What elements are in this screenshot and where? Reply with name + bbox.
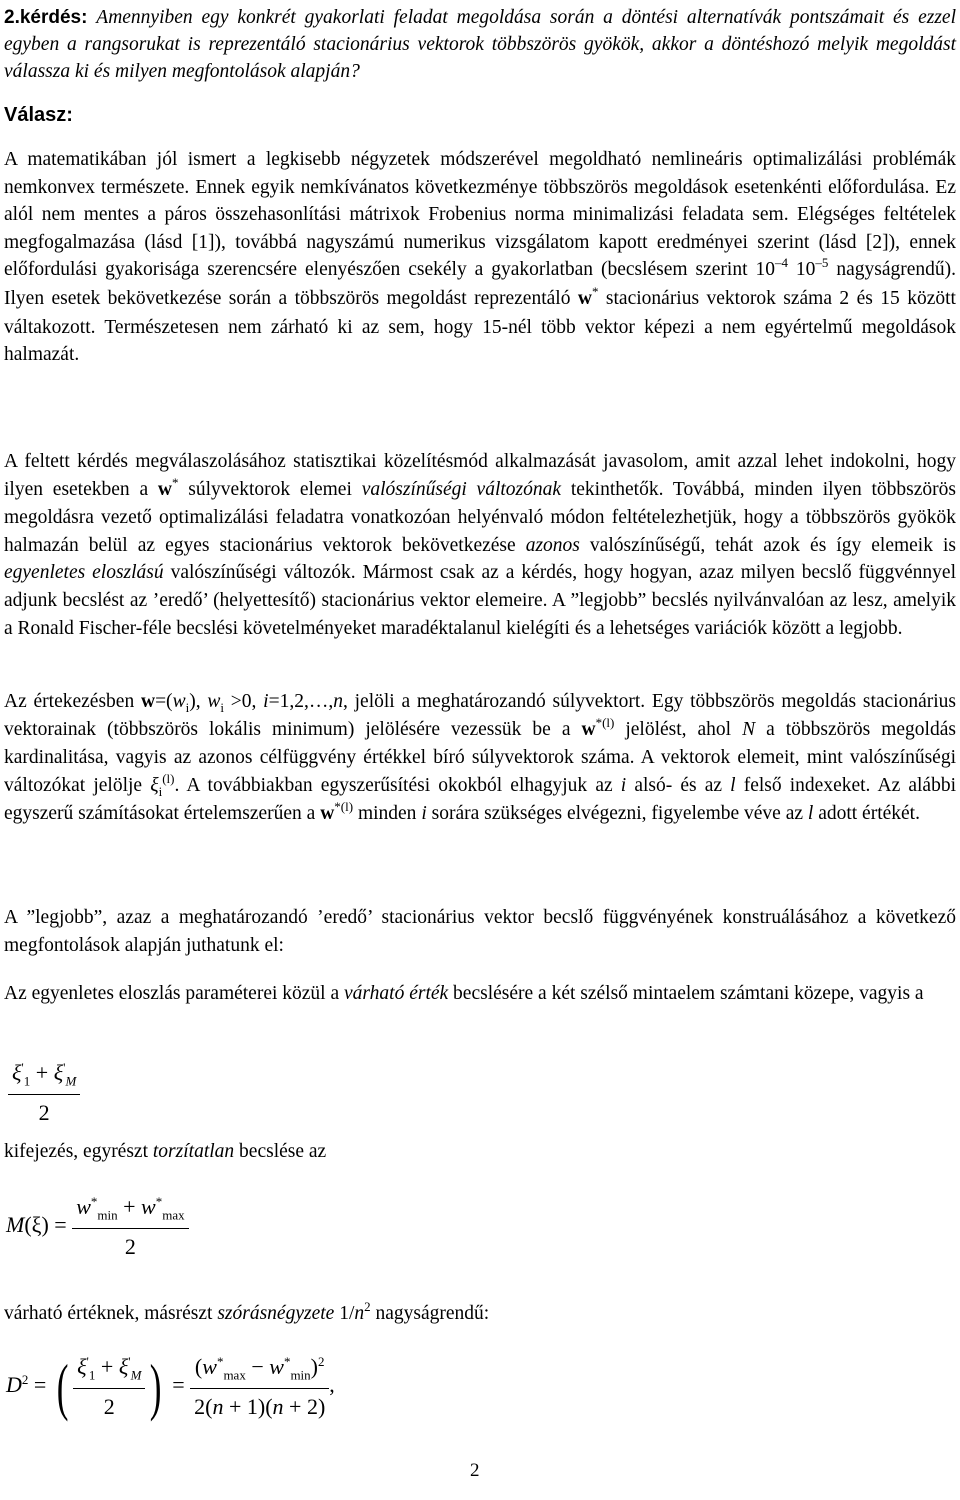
p3-xi-sub: i	[158, 783, 163, 799]
p3-text-9: . A továbbiakban egyszerűsítési okokból elhagyjuk az	[174, 774, 621, 796]
w-symbol: w	[76, 1194, 91, 1219]
sub-1: 1	[23, 1073, 31, 1089]
p2-italic-2: azonos	[525, 534, 580, 556]
p2-text-5: valószínűségi változók. Mármost csak az a kérdés, hogy hogyan, azaz milyen becslő függvénnyel adjunk becslést az ’eredő’ (helyettesítő) stacionárius vektor elemeire. A ”legjobb” becslés nyilvánvalóan az lesz, amelyik a Ronald Fischer-féle becslési követelményeket maradéktalanul kielégíti és a lehetséges variációk között a legjobb.	[4, 562, 956, 639]
p3-w-bold-3: w	[320, 803, 335, 825]
xi-symbol-4: ξ	[118, 1354, 129, 1379]
p3-xi: ξ	[150, 774, 159, 796]
paragraph-5	[4, 980, 956, 1008]
den-part-c: + 2)	[289, 1394, 326, 1419]
formula-expectation	[6, 1192, 189, 1262]
sub-max-b: max	[223, 1367, 246, 1383]
den-part-a: 2(	[194, 1394, 213, 1419]
p3-text-4: >0,	[224, 691, 264, 712]
plus-sign: +	[35, 1060, 49, 1085]
sub-min: min	[97, 1207, 118, 1223]
p3-n-var: n	[333, 691, 343, 712]
p7-italic: szórásnégyzete	[217, 1303, 335, 1324]
sub-min-b: min	[290, 1367, 311, 1383]
p2-text-3: tekinthetők. Továbbá, minden ilyen többszörös megoldásra vezető optimalizálási feladatra vonatkozóan helyénvaló módon feltételezhetjük, hogy a többszörös gyökök halmazán belül az egyes stacionárius vektorok bekövetkezése	[4, 478, 956, 556]
right-paren: )	[150, 1351, 162, 1422]
paragraph-2	[4, 448, 956, 642]
p3-i-2: i	[620, 774, 627, 796]
paragraph-4: A ”legjobb”, azaz a meghatározandó ’eredő’ stacionárius vektor becslő függvényének konstruálásához a következő megfontolások alapján juthatunk el:	[4, 907, 956, 956]
p5-text-1: Az egyenletes eloszlás paraméterei közül a	[4, 983, 345, 1004]
question-block	[4, 4, 956, 85]
p3-w-bold: w	[140, 691, 156, 712]
frac-result-denominator	[190, 1388, 329, 1422]
p2-text-1: A feltett kérdés megválaszolásához statisztikai közelítésmód alkalmazását javasolom, amit azzal lehet indokolni, hogy ilyen esetekben a	[4, 451, 956, 500]
p3-text-14: adott értékét.	[813, 803, 920, 825]
star-1: *	[90, 1194, 98, 1209]
page-number: 2	[470, 1460, 480, 1481]
equals-2: =	[172, 1372, 185, 1398]
question-text: Amennyiben egy konkrét gyakorlati feladat megoldása során a döntési alternatívák pontszámait és ezzel egyben a rangsorukat is reprezentáló stacionárius vektorok többszörös gyökök, akkor a döntéshozó melyik megoldást válassza ki és milyen megfontolások alapján?	[4, 7, 957, 82]
n-symbol: n	[212, 1394, 224, 1419]
w-symbol-3: w	[202, 1354, 217, 1379]
p7-sup-2: 2	[364, 1299, 371, 1314]
p3-text-6: , jelöli a meghatározandó súlyvektort. Egy többszörös megoldás stacionárius vektorainak (többszörös lokális minimum) jelölésére vezessük be a	[4, 691, 957, 740]
num-sup-2: 2	[318, 1354, 325, 1369]
answer-heading: Válasz:	[4, 104, 73, 126]
p5-text-2: becslésére a két szélső mintaelem számtani közepe, vagyis a	[448, 983, 924, 1004]
D-symbol: D	[6, 1372, 22, 1398]
xi-symbol-3: ξ	[77, 1354, 87, 1379]
sub-1-b: 1	[88, 1367, 96, 1383]
p1-text-3: nagyságrendű). Ilyen esetek bekövetkezése során a többszörös megoldást reprezentáló	[4, 259, 956, 309]
p3-text-5: =1,2,…,	[268, 691, 334, 712]
p3-l-2: l	[730, 774, 736, 796]
sub-M: M	[65, 1073, 77, 1089]
minus-sign: −	[251, 1354, 264, 1379]
star-4: *	[283, 1354, 291, 1369]
equals-1: =	[33, 1372, 47, 1398]
frac-inner-denominator: 2	[73, 1388, 145, 1422]
p3-text-8: a többszörös megoldás kardinalitása, vagyis az azonos célfüggvény értékkel bíró súlyvektorok száma. A vektorok elemeit, mint valószínűségi változókat jelölje	[4, 718, 956, 796]
p3-text-3: ),	[189, 691, 208, 712]
paragraph-3	[4, 688, 956, 829]
p2-text-4: valószínűségű, tehát azok és így elemeik is	[579, 534, 956, 556]
frac-midrange-denominator: 2	[8, 1094, 80, 1128]
left-paren: (	[56, 1351, 69, 1422]
D-sup-2: 2	[21, 1372, 29, 1388]
xi-symbol-2: ξ	[53, 1060, 64, 1085]
p1-text-1: A matematikában jól ismert a legkisebb négyzetek módszerével megoldható nemlineáris optimalizálási problémák nemkonvex természete. Ennek egyik nemkívánatos következménye többszörös megoldások esetenkénti előfordulása. Ez alól nem mentes a páros összehasonlítási mátrixok Frobenius norma minimalizási feladata sem. Elégséges feltételek megfogalmazása (lásd [1]), továbbá nagyszámú numerikus vizsgálatom kapott eredményei szerint (lásd [2]), ennek előfordulási gyakorisága szerencsére elenyészően csekély a gyakorlatban (becslésem szerint 10	[4, 149, 956, 281]
xi-symbol: ξ	[12, 1060, 22, 1085]
open-paren: (	[194, 1354, 203, 1379]
question-number: 2.kérdés:	[4, 7, 88, 28]
p3-text-13: sorára szükséges elvégezni, figyelembe véve az	[426, 803, 808, 825]
den-part-b: + 1)(	[228, 1394, 273, 1419]
p7-text-2: 1/	[334, 1303, 355, 1324]
frac-variance-result	[190, 1352, 329, 1422]
p7-text-3: nagyságrendű:	[370, 1303, 490, 1324]
star-2: *	[155, 1194, 163, 1209]
p3-text-10: alsó- és az	[626, 774, 731, 796]
prime-mark-3: '	[86, 1354, 89, 1369]
p3-text-11: felső indexeket. Az alábbi egyszerű számításokat értelemszerűen a	[4, 774, 956, 825]
p3-wi: w	[172, 691, 186, 712]
p1-exponent-2: –5	[815, 255, 829, 271]
p2-italic-3: egyenletes eloszlású	[4, 562, 164, 584]
p6-text-2: becslése az	[234, 1141, 327, 1162]
frac-expectation-numerator	[72, 1192, 188, 1228]
close-paren: )	[310, 1354, 318, 1379]
p3-sub-i-2: i	[220, 699, 224, 715]
sub-max: max	[162, 1207, 185, 1223]
p3-w-bold-2: w	[581, 718, 596, 740]
p3-xi-sup: (l)	[162, 770, 175, 786]
frac-result-numerator	[190, 1352, 329, 1388]
prime-mark-2: '	[63, 1060, 66, 1075]
plus-sign-2: +	[123, 1194, 136, 1219]
prime-mark-4: '	[128, 1354, 131, 1369]
p3-sup-l-2: *(l)	[334, 799, 354, 815]
paragraph-1	[4, 146, 956, 369]
sub-M-b: M	[130, 1367, 142, 1383]
paragraph-7	[4, 1300, 956, 1329]
p1-star: *	[591, 283, 599, 299]
frac-expectation	[72, 1192, 188, 1262]
p3-text-12: minden	[353, 803, 422, 825]
p2-star: *	[172, 474, 179, 490]
p6-text-1: kifejezés, egyrészt	[4, 1141, 153, 1162]
frac-variance-inner	[73, 1352, 145, 1422]
p3-wi-2: w	[207, 691, 221, 712]
p1-text-2: 10	[787, 259, 816, 281]
plus-sign-3: +	[100, 1354, 114, 1379]
lhs-rest: (ξ) =	[24, 1212, 67, 1238]
formula-variance	[6, 1352, 335, 1422]
p3-l-3: l	[807, 803, 814, 825]
p3-N-var: N	[742, 718, 756, 740]
M-symbol: M	[6, 1212, 25, 1238]
p3-sup-l: *(l)	[595, 714, 615, 730]
p3-sub-i: i	[185, 699, 190, 715]
w-symbol-2: w	[141, 1194, 156, 1219]
w-symbol-4: w	[269, 1354, 284, 1379]
frac-inner-numerator	[73, 1352, 145, 1388]
p2-text-2: súlyvektorok elemei	[178, 478, 362, 500]
p1-text-4: stacionárius vektorok száma 2 és 15 között váltakozott. Természetesen nem zárható ki az sem, hogy 15-nél több vektor képezi a nem egyértelmű megoldások halmazát.	[4, 287, 956, 366]
p6-italic: torzítatlan	[152, 1141, 235, 1162]
p3-i-var: i	[263, 691, 269, 712]
frac-expectation-denominator: 2	[72, 1228, 188, 1262]
p3-text-1: Az értekezésben	[4, 691, 141, 712]
star-3: *	[216, 1354, 224, 1369]
p1-w-symbol: w	[577, 287, 592, 309]
p3-i-3: i	[421, 803, 427, 825]
p7-n: n	[354, 1303, 365, 1324]
p2-w-symbol: w	[157, 478, 172, 500]
frac-midrange-numerator	[8, 1058, 80, 1094]
formula-midrange	[8, 1058, 80, 1128]
n-symbol-2: n	[272, 1394, 284, 1419]
frac-midrange	[8, 1058, 80, 1128]
p1-exponent-1: –4	[774, 255, 788, 271]
p2-italic-1: valószínűségi változónak	[361, 478, 562, 500]
prime-mark: '	[21, 1060, 24, 1075]
p7-text-1: várható értéknek, másrészt	[4, 1303, 218, 1324]
p5-italic: várható érték	[344, 983, 449, 1004]
p3-text-2: =(	[155, 691, 173, 712]
paragraph-6	[4, 1138, 956, 1166]
p3-text-7: jelölést, ahol	[614, 718, 743, 740]
trailing-comma: ,	[329, 1372, 335, 1398]
